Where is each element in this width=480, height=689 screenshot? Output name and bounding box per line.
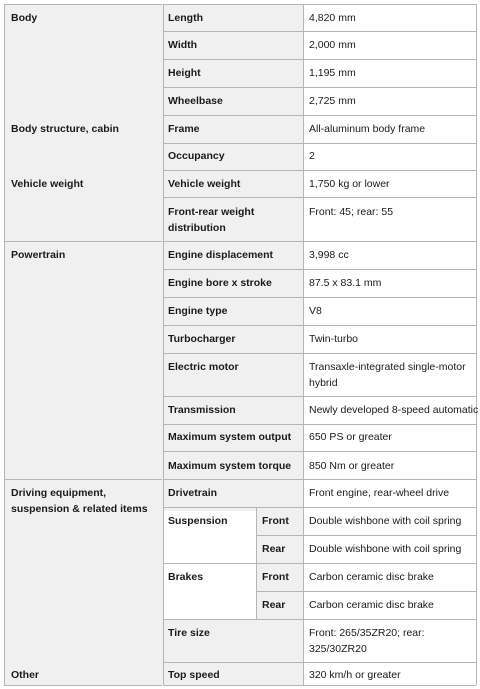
table-edge xyxy=(476,4,477,685)
divider xyxy=(4,685,162,686)
row-divider xyxy=(163,563,476,564)
row-value: 1,750 kg or lower xyxy=(309,178,390,190)
row-divider xyxy=(163,241,476,242)
row-divider xyxy=(163,115,476,116)
row-divider xyxy=(163,170,476,171)
divider xyxy=(4,4,162,5)
row-value: 3,998 cc xyxy=(309,249,349,261)
row-label: Frame xyxy=(168,123,200,135)
row-divider xyxy=(163,59,476,60)
row-value: 320 km/h or greater xyxy=(309,669,401,681)
group-vehicle-weight: Vehicle weight xyxy=(11,178,84,190)
row-label: Transmission xyxy=(168,404,236,416)
row-value: Carbon ceramic disc brake xyxy=(309,599,434,611)
row-value: 850 Nm or greater xyxy=(309,460,395,472)
row-divider xyxy=(163,269,476,270)
row-divider xyxy=(163,396,476,397)
row-divider xyxy=(163,87,476,88)
row-divider xyxy=(163,4,476,5)
row-value: Newly developed 8-speed automatic xyxy=(309,404,479,416)
row-label: Electric motor xyxy=(168,361,239,373)
row-label: Suspension xyxy=(168,515,228,527)
row-value: Double wishbone with coil spring xyxy=(309,515,462,527)
row-value: Double wishbone with coil spring xyxy=(309,543,462,555)
row-value: 87.5 x 83.1 mm xyxy=(309,277,382,289)
row-value: 2,725 mm xyxy=(309,95,356,107)
row-divider xyxy=(163,297,476,298)
row-value: V8 xyxy=(309,305,322,317)
row-label: Drivetrain xyxy=(168,487,218,499)
row-divider xyxy=(163,685,476,686)
row-divider xyxy=(163,424,476,425)
row-label: Vehicle weight xyxy=(168,178,241,190)
group-column xyxy=(4,4,164,685)
row-value: 2 xyxy=(309,150,315,162)
row-value: Twin-turbo xyxy=(309,333,359,345)
row-divider xyxy=(163,325,476,326)
column-divider xyxy=(303,4,304,685)
row-divider xyxy=(256,535,476,536)
row-divider xyxy=(256,591,476,592)
row-value: 4,820 mm xyxy=(309,12,356,24)
sub-label: Rear xyxy=(262,543,286,555)
row-divider xyxy=(163,662,476,663)
row-label: Width xyxy=(168,39,198,51)
row-label: Front-rear weight distribution xyxy=(168,206,255,234)
sub-label: Rear xyxy=(262,599,286,611)
row-value: All-aluminum body frame xyxy=(309,123,426,135)
row-label: Wheelbase xyxy=(168,95,223,107)
row-value: Carbon ceramic disc brake xyxy=(309,571,434,583)
row-divider xyxy=(163,353,476,354)
row-label: Occupancy xyxy=(168,150,225,162)
row-label: Top speed xyxy=(168,669,220,681)
group-driving-equipment: Driving equipment, suspension & related items xyxy=(11,487,148,515)
row-divider xyxy=(163,197,476,198)
row-divider xyxy=(163,507,476,508)
row-divider xyxy=(163,479,476,480)
row-value: 2,000 mm xyxy=(309,39,356,51)
divider xyxy=(4,479,162,480)
row-value: 1,195 mm xyxy=(309,67,356,79)
sub-label: Front xyxy=(262,571,289,583)
row-label: Height xyxy=(168,67,201,79)
sub-label: Front xyxy=(262,515,289,527)
row-label: Engine type xyxy=(168,305,228,317)
group-body: Body xyxy=(11,12,38,24)
row-label: Maximum system torque xyxy=(168,460,292,472)
row-label: Engine bore x stroke xyxy=(168,277,272,289)
row-divider xyxy=(163,31,476,32)
row-value: Front: 45; rear: 55 xyxy=(309,206,394,218)
row-divider xyxy=(163,619,476,620)
row-divider xyxy=(163,451,476,452)
row-label: Brakes xyxy=(168,571,204,583)
row-label: Engine displacement xyxy=(168,249,274,261)
group-other: Other xyxy=(11,669,40,681)
row-value: 650 PS or greater xyxy=(309,431,392,443)
row-label: Turbocharger xyxy=(168,333,236,345)
row-value: Front: 265/35ZR20; rear: 325/30ZR20 xyxy=(309,627,425,655)
row-divider xyxy=(163,143,476,144)
row-label: Tire size xyxy=(168,627,210,639)
divider xyxy=(4,241,162,242)
row-value: Front engine, rear-wheel drive xyxy=(309,487,450,499)
group-body-structure: Body structure, cabin xyxy=(11,123,119,135)
row-value: Transaxle-integrated single-motor hybrid xyxy=(309,361,466,389)
group-powertrain: Powertrain xyxy=(11,249,66,261)
row-label: Maximum system output xyxy=(168,431,292,443)
row-label: Length xyxy=(168,12,203,24)
